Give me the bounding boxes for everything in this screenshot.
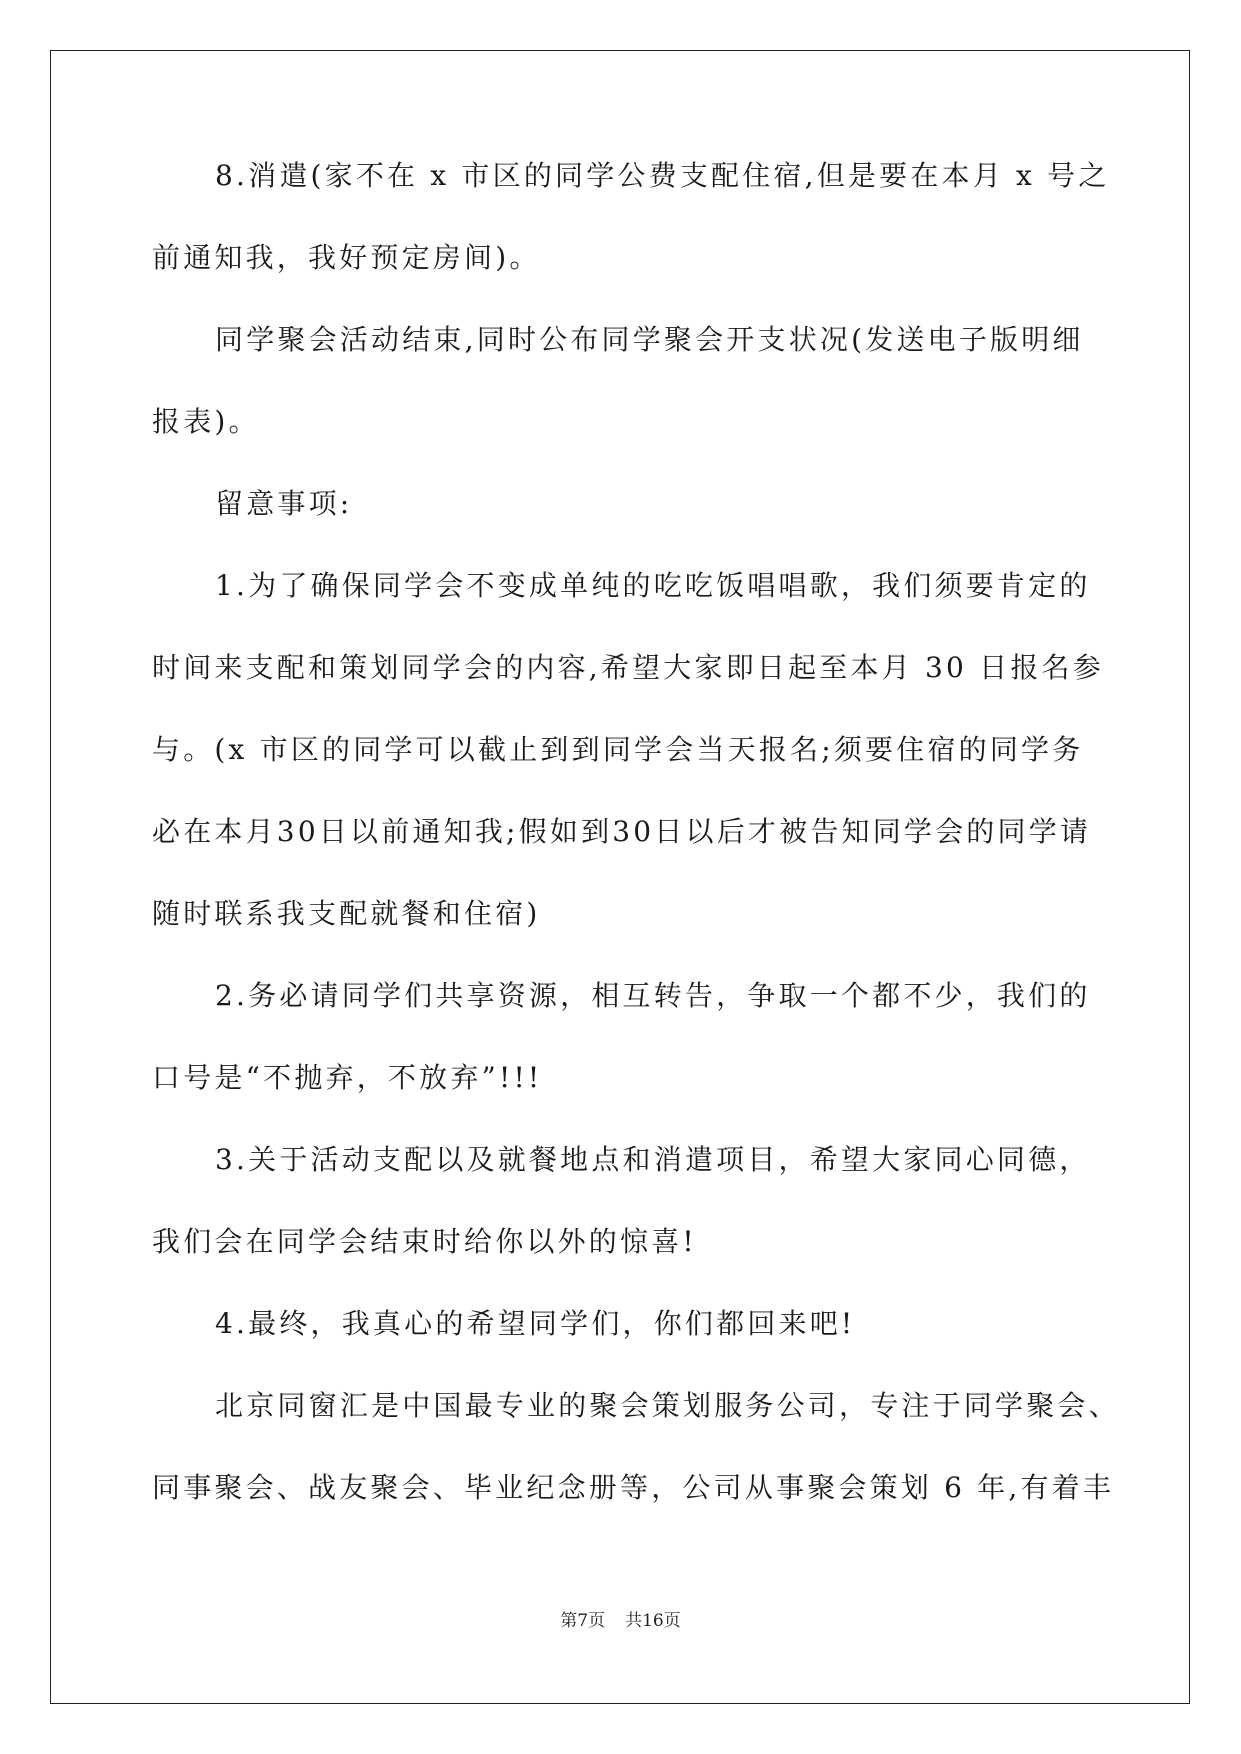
document-body bbox=[152, 159, 1120, 1554]
text-line: 2.务必请同学们共享资源，相互转告，争取一个都不少，我们的 bbox=[215, 979, 1091, 1012]
page-total: 共16页 bbox=[625, 1611, 681, 1631]
page-footer bbox=[0, 1606, 1241, 1631]
page-number: 第7页 bbox=[560, 1611, 606, 1631]
text-line: 随时联系我支配就餐和住宿) bbox=[152, 897, 541, 930]
section-heading: 留意事项: bbox=[215, 487, 353, 520]
text-line: 必在本月30日以前通知我;假如到30日以后才被告知同学会的同学请 bbox=[152, 815, 1092, 848]
text-line: 4.最终，我真心的希望同学们，你们都回来吧! bbox=[215, 1307, 856, 1340]
text-line: 3.关于活动支配以及就餐地点和消遣项目，希望大家同心同德， bbox=[215, 1143, 1091, 1176]
text-line: 口号是“不抛弃，不放弃”!!! bbox=[152, 1061, 543, 1094]
text-line: 时间来支配和策划同学会的内容,希望大家即日起至本月 30 日报名参 bbox=[152, 651, 1104, 684]
text-line: 1.为了确保同学会不变成单纯的吃吃饭唱唱歌，我们须要肯定的 bbox=[215, 569, 1091, 602]
text-line: 与。(x 市区的同学可以截止到到同学会当天报名;须要住宿的同学务 bbox=[152, 733, 1084, 766]
text-line: 我们会在同学会结束时给你以外的惊喜! bbox=[152, 1225, 697, 1258]
text-line: 前通知我，我好预定房间)。 bbox=[152, 241, 541, 274]
text-line: 同学聚会活动结束,同时公布同学聚会开支状况(发送电子版明细 bbox=[215, 323, 1084, 356]
text-line: 报表)。 bbox=[152, 405, 260, 438]
text-line: 同事聚会、战友聚会、毕业纪念册等，公司从事聚会策划 6 年,有着丰 bbox=[152, 1471, 1115, 1504]
text-line: 北京同窗汇是中国最专业的聚会策划服务公司，专注于同学聚会、 bbox=[215, 1389, 1120, 1422]
text-line: 8.消遣(家不在 x 市区的同学公费支配住宿,但是要在本月 x 号之 bbox=[215, 159, 1110, 192]
